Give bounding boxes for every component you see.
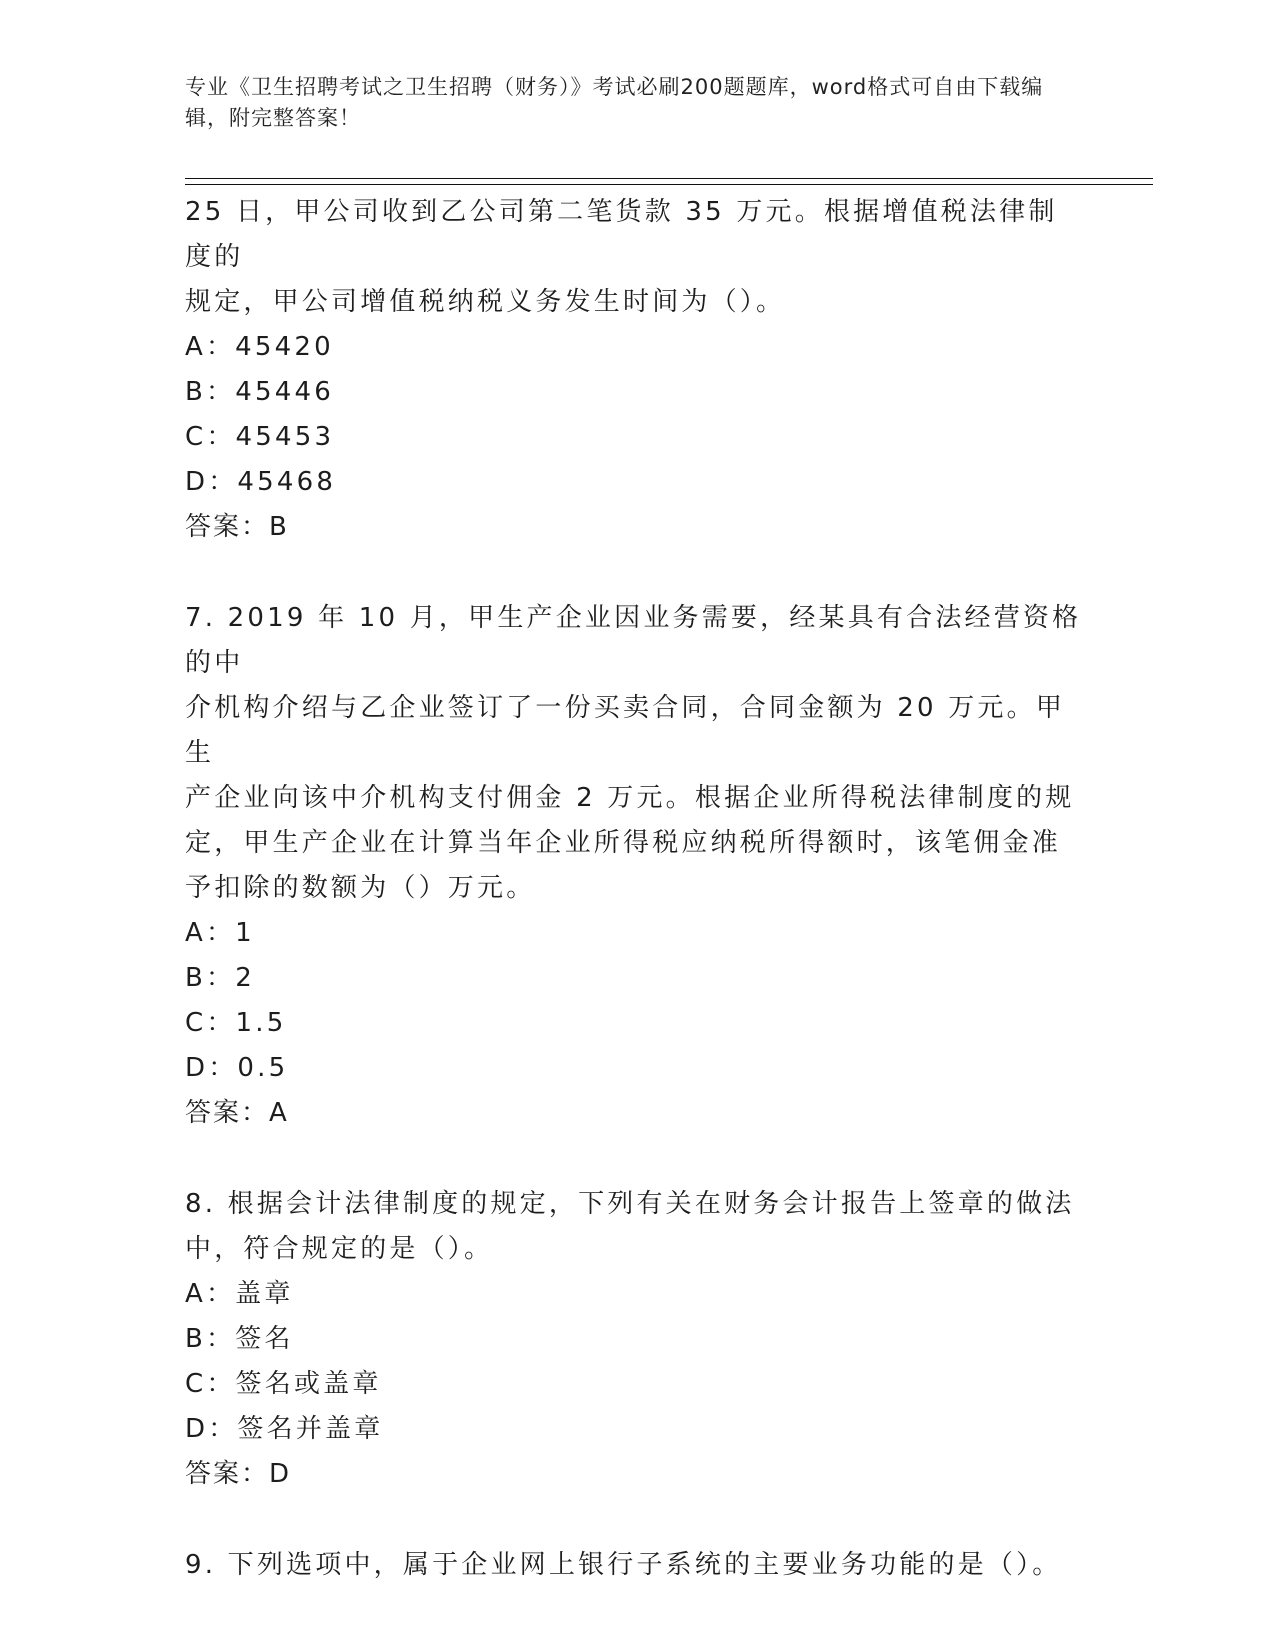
question-text-line: 规定，甲公司增值税纳税义务发生时间为（）。 xyxy=(185,287,786,317)
option-b: B：2 xyxy=(185,963,255,993)
spacer xyxy=(185,550,1085,596)
option-c: C：1.5 xyxy=(185,1008,287,1038)
question-text-line: 7. 2019 年 10 月，甲生产企业因业务需要，经某具有合法经营资格的中 xyxy=(185,603,1082,678)
spacer xyxy=(185,1136,1085,1182)
option-d: D：0.5 xyxy=(185,1053,289,1083)
question-text-line: 定，甲生产企业在计算当年企业所得税应纳税所得额时，该笔佣金准 xyxy=(185,828,1062,858)
question-text-line: 产企业向该中介机构支付佣金 2 万元。根据企业所得税法律制度的规 xyxy=(185,783,1075,813)
question-8 xyxy=(185,1182,1085,1497)
question-text-line: 25 日，甲公司收到乙公司第二笔货款 35 万元。根据增值税法律制度的 xyxy=(185,197,1058,272)
option-a: A：1 xyxy=(185,918,255,948)
question-7 xyxy=(185,596,1085,1136)
option-c: C：签名或盖章 xyxy=(185,1369,382,1399)
option-c: C：45453 xyxy=(185,422,335,452)
question-text-line: 中，符合规定的是（）。 xyxy=(185,1234,494,1264)
document-header: 专业《卫生招聘考试之卫生招聘（财务）》考试必刷200题题库，word格式可自由下载编辑，附完整答案！ xyxy=(185,75,1044,130)
header-rule-bottom xyxy=(185,184,1153,185)
question-text-line: 8. 根据会计法律制度的规定，下列有关在财务会计报告上签章的做法 xyxy=(185,1189,1075,1219)
question-6 xyxy=(185,190,1085,550)
answer: 答案：B xyxy=(185,512,289,542)
option-a: A：盖章 xyxy=(185,1279,294,1309)
option-b: B：签名 xyxy=(185,1324,294,1354)
option-b: B：45446 xyxy=(185,377,334,407)
question-text-line: 予扣除的数额为（）万元。 xyxy=(185,873,536,903)
answer: 答案：A xyxy=(185,1098,289,1128)
spacer xyxy=(185,1497,1085,1543)
answer: 答案：D xyxy=(185,1459,292,1489)
option-d: D：签名并盖章 xyxy=(185,1414,384,1444)
question-list xyxy=(185,190,1085,1588)
option-d: D：45468 xyxy=(185,467,337,497)
question-9 xyxy=(185,1543,1085,1588)
question-text-line: 9. 下列选项中，属于企业网上银行子系统的主要业务功能的是（）。 xyxy=(185,1550,1062,1580)
header-rule-top xyxy=(185,178,1153,179)
option-a: A：45420 xyxy=(185,332,334,362)
question-text-line: 介机构介绍与乙企业签订了一份买卖合同，合同金额为 20 万元。甲生 xyxy=(185,693,1066,768)
